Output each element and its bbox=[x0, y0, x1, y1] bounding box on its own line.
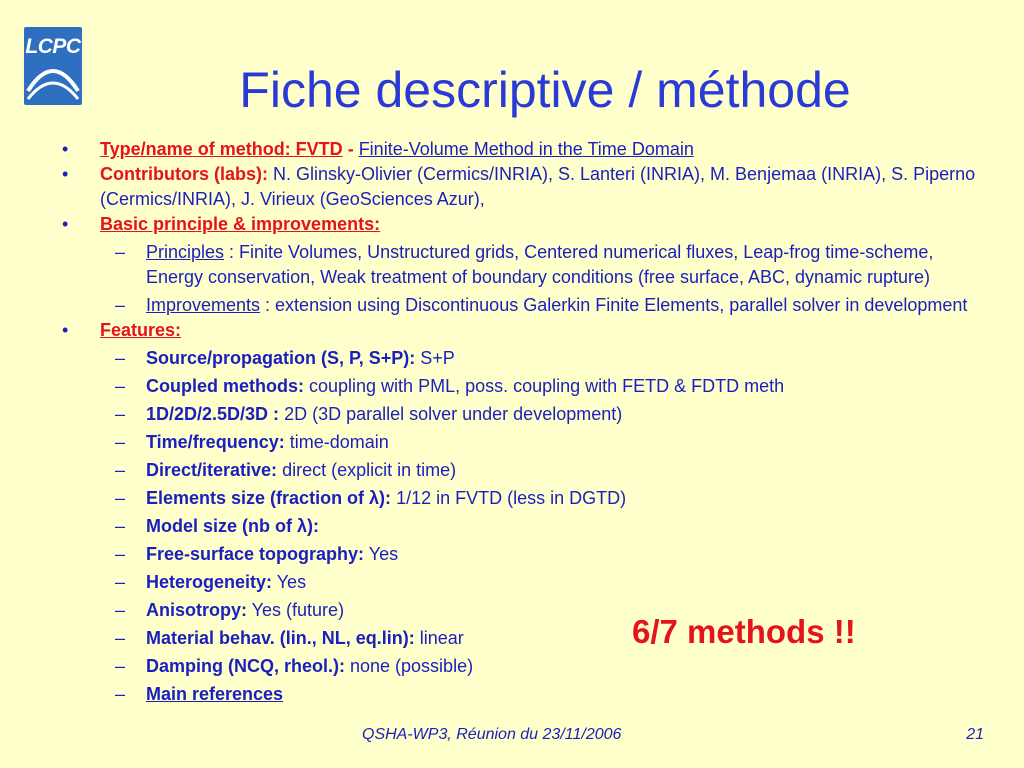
feature-item bbox=[60, 402, 990, 427]
feature-label: Direct/iterative: bbox=[146, 460, 278, 480]
feature-item bbox=[60, 514, 990, 539]
feature-label: Time/frequency: bbox=[146, 432, 285, 452]
bullet-marker: • bbox=[62, 214, 69, 234]
improvements-value: : extension using Discontinuous Galerkin Finite Elements, parallel solver in development bbox=[260, 295, 968, 315]
feature-value: linear bbox=[414, 628, 464, 648]
feature-label: 1D/2D/2.5D/3D : bbox=[146, 404, 280, 424]
principles-label: Principles bbox=[146, 242, 225, 262]
feature-value: none (possible) bbox=[345, 656, 474, 676]
feature-label: Material behav. (lin., NL, eq.lin): bbox=[146, 628, 415, 648]
feature-label: Coupled methods: bbox=[146, 376, 304, 396]
logo-arc-icon bbox=[24, 27, 82, 105]
feature-value: 2D (3D parallel solver under development) bbox=[279, 404, 623, 424]
feature-item bbox=[60, 430, 990, 455]
bullet-marker: • bbox=[62, 139, 69, 159]
feature-item bbox=[60, 458, 990, 483]
feature-value: Yes bbox=[272, 572, 307, 592]
feature-label: Heterogeneity: bbox=[146, 572, 273, 592]
bullet-marker: • bbox=[62, 164, 69, 184]
feature-value: S+P bbox=[415, 348, 455, 368]
dash-marker: – bbox=[115, 460, 126, 480]
feature-value: Yes (future) bbox=[247, 600, 345, 620]
feature-value: direct (explicit in time) bbox=[277, 460, 457, 480]
feature-label: Free-surface topography: bbox=[146, 544, 365, 564]
dash-marker: – bbox=[115, 488, 126, 508]
type-separator: - bbox=[342, 139, 359, 159]
dash-marker: – bbox=[115, 348, 126, 368]
footer-text: QSHA-WP3, Réunion du 23/11/2006 bbox=[362, 726, 622, 743]
feature-item bbox=[60, 654, 990, 679]
dash-marker: – bbox=[115, 295, 126, 315]
feature-item bbox=[60, 374, 990, 399]
sub-bullet-principles bbox=[60, 240, 990, 290]
feature-label: Model size (nb of λ): bbox=[146, 516, 319, 536]
feature-item bbox=[60, 346, 990, 371]
feature-label: Source/propagation (S, P, S+P): bbox=[146, 348, 416, 368]
dash-marker: – bbox=[115, 242, 126, 262]
feature-label: Damping (NCQ, rheol.): bbox=[146, 656, 345, 676]
feature-label: Elements size (fraction of λ): bbox=[146, 488, 392, 508]
bullet-features bbox=[60, 318, 990, 343]
principles-value: : Finite Volumes, Unstructured grids, Centered numerical fluxes, Leap-frog time-scheme, Energy conservation, Weak treatment of boundary conditions (free surface, ABC, dynamic rupture) bbox=[146, 242, 934, 287]
dash-marker: – bbox=[115, 516, 126, 536]
feature-label: Anisotropy: bbox=[146, 600, 247, 620]
dash-marker: – bbox=[115, 600, 126, 620]
type-value: Finite-Volume Method in the Time Domain bbox=[358, 139, 694, 159]
bullet-basic-principle bbox=[60, 212, 990, 237]
type-label: Type/name of method: FVTD bbox=[100, 139, 343, 159]
lcpc-logo bbox=[24, 27, 82, 105]
methods-callout: 6/7 methods !! bbox=[632, 613, 856, 650]
feature-item bbox=[60, 542, 990, 567]
feature-value: Yes bbox=[364, 544, 399, 564]
dash-marker: – bbox=[115, 656, 126, 676]
dash-marker: – bbox=[115, 572, 126, 592]
dash-marker: – bbox=[115, 544, 126, 564]
page-number: 21 bbox=[966, 726, 984, 743]
improvements-label: Improvements bbox=[146, 295, 261, 315]
features-label: Features: bbox=[100, 320, 182, 340]
dash-marker: – bbox=[115, 376, 126, 396]
dash-marker: – bbox=[115, 432, 126, 452]
feature-value: coupling with PML, poss. coupling with FETD & FDTD meth bbox=[304, 376, 785, 396]
bullet-marker: • bbox=[62, 320, 69, 340]
main-references-label: Main references bbox=[146, 684, 284, 704]
basic-principle-label: Basic principle & improvements: bbox=[100, 214, 381, 234]
dash-marker: – bbox=[115, 404, 126, 424]
bullet-contributors bbox=[60, 162, 990, 212]
feature-item-main-references bbox=[60, 682, 990, 707]
contributors-label: Contributors (labs): bbox=[100, 164, 268, 184]
sub-bullet-improvements bbox=[60, 293, 990, 318]
logo-text: LCPC bbox=[25, 35, 81, 58]
feature-item bbox=[60, 570, 990, 595]
feature-value: time-domain bbox=[284, 432, 389, 452]
dash-marker: – bbox=[115, 628, 126, 648]
dash-marker: – bbox=[115, 684, 126, 704]
contributors-value: N. Glinsky-Olivier (Cermics/INRIA), S. Lanteri (INRIA), M. Benjemaa (INRIA), S. Piperno (Cermics/INRIA), J. Virieux (GeoSciences Azur), bbox=[100, 164, 976, 209]
feature-value: 1/12 in FVTD (less in DGTD) bbox=[391, 488, 627, 508]
slide-title: Fiche descriptive / méthode bbox=[239, 62, 851, 118]
bullet-type-name bbox=[60, 137, 990, 162]
feature-item bbox=[60, 486, 990, 511]
